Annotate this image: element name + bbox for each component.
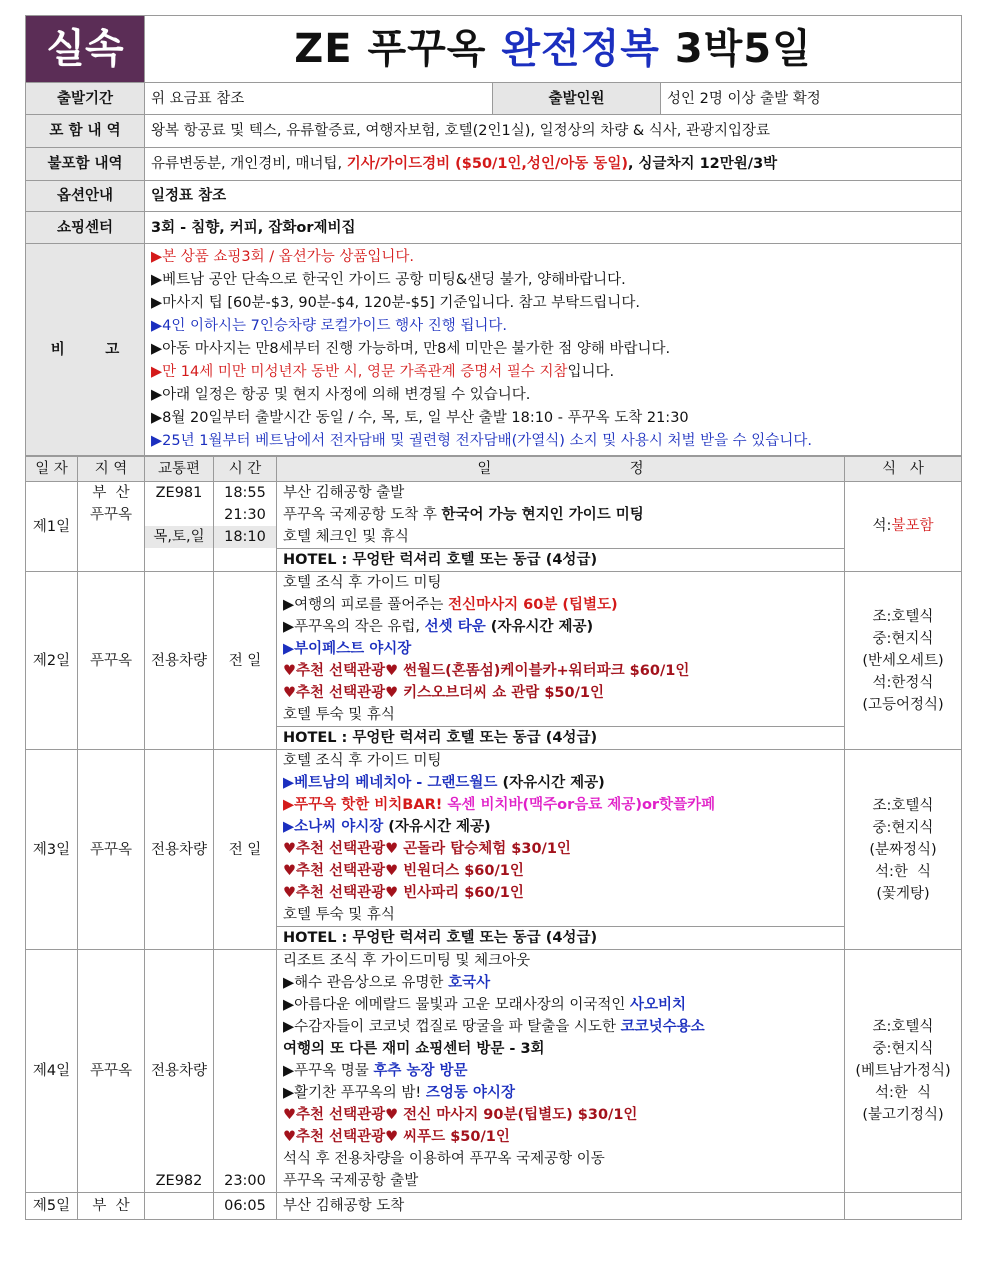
plan-cell: 부산 김해공항 도착: [277, 1193, 845, 1220]
day-row-4: [26, 950, 962, 1193]
departure-label: 출발기간: [26, 83, 145, 115]
exclude-row: [26, 148, 962, 181]
optional-tour: ♥추천 선택관광♥ 빈원더스 $60/1인: [283, 863, 524, 879]
region-cell: 부 산 푸꾸옥: [78, 482, 145, 572]
title-row: [26, 16, 962, 83]
include-row: [26, 115, 962, 148]
plan-cell: 리조트 조식 후 가이드미팅 및 체크아웃 ▶해수 관음상으로 유명한 호국사 ▶아름다운 에메랄드 물빛과 고운 모래사장의 이국적인 사오비치 ▶수감자들이 코코넛 껍질로 땅굴을 파 탈출을 시도한 코코넛수용소 여행의 또 다른 재미 쇼핑센터 방문 - 3회 ▶푸꾸옥 명물 후추 농장 방문 ▶활기찬 푸꾸옥의 밤! 즈엉동 야시장 ♥추천 선택관광♥ 전신 마사지 90분(팁별도) $30/1인 ♥추천 선택관광♥ 씨푸드 $50/1인 석식 후 전용차량을 이용하여 푸꾸옥 국제공항 이동 푸꾸옥 국제공항 출발: [277, 950, 845, 1193]
time-cell: 전 일: [214, 750, 277, 950]
notes-row: [26, 244, 962, 456]
exclude-label: 불포함 내역: [26, 148, 145, 181]
people-value: 성인 2명 이상 출발 확정: [661, 83, 962, 115]
meal-cell: 조:호텔식 중:현지식 (분짜정식) 석:한 식 (꽃게탕): [845, 750, 962, 950]
region-cell: 푸꾸옥: [78, 950, 145, 1193]
shop-row: [26, 212, 962, 244]
include-label: 포 함 내 역: [26, 115, 145, 148]
hotel-info: HOTEL : 무엉탄 럭셔리 호텔 또는 동급 (4성급): [277, 926, 844, 949]
product-badge: 실속: [26, 16, 145, 83]
note-item: ▶본 상품 쇼핑3회 / 옵션가능 상품입니다.: [151, 249, 415, 265]
day-label: 제1일: [26, 482, 78, 572]
transport-cell: ZE981 목,토,일: [145, 482, 214, 572]
day-label: 제3일: [26, 750, 78, 950]
region-cell: 부 산: [78, 1193, 145, 1220]
schedule-header-row: [26, 457, 962, 482]
note-item: ▶아동 마사지는 만8세부터 진행 가능하며, 만8세 미만은 불가한 점 양해 바랍니다.: [151, 341, 671, 357]
meal-cell: 석:불포함: [845, 482, 962, 572]
time-cell: 전 일: [214, 572, 277, 750]
day-label: 제5일: [26, 1193, 78, 1220]
transport-cell: 전용차량: [145, 572, 214, 750]
optional-tour: ♥추천 선택관광♥ 키스오브더씨 쇼 관람 $50/1인: [283, 685, 605, 701]
col-meal: 식 사: [845, 457, 962, 482]
region-cell: 푸꾸옥: [78, 750, 145, 950]
notes-block: [145, 244, 962, 456]
note-item: ▶8월 20일부터 출발시간 동일 / 수, 목, 토, 일 부산 출발 18:10 - 푸꾸옥 도착 21:30: [151, 410, 689, 426]
option-label: 옵션안내: [26, 181, 145, 212]
col-transport: 교통편: [145, 457, 214, 482]
transport-cell: [145, 1193, 214, 1220]
note-item: ▶만 14세 미만 미성년자 동반 시, 영문 가족관계 증명서 필수 지참입니다.: [151, 364, 615, 380]
note-item: ▶마사지 팁 [60분-$3, 90분-$4, 120분-$5] 기준입니다. 참고 부탁드립니다.: [151, 295, 640, 311]
shop-label: 쇼핑센터: [26, 212, 145, 244]
transport-cell: 전용차량: [145, 750, 214, 950]
day-row-3: [26, 750, 962, 950]
people-label: 출발인원: [493, 83, 661, 115]
schedule-table: [25, 456, 962, 1220]
plan-cell: 부산 김해공항 출발 푸꾸옥 국제공항 도착 후 한국어 가능 현지인 가이드 미팅 호텔 체크인 및 휴식 HOTEL : 무엉탄 럭셔리 호텔 또는 동급 (4성급): [277, 482, 845, 572]
time-cell: 18:55 21:30 18:10: [214, 482, 277, 572]
page-title: ZE 푸꾸옥 완전정복 3박5일: [145, 16, 962, 83]
day-row-5: [26, 1193, 962, 1220]
day-label: 제4일: [26, 950, 78, 1193]
transport-cell: 전용차량 ZE982: [145, 950, 214, 1193]
col-region: 지 역: [78, 457, 145, 482]
time-cell: 23:00: [214, 950, 277, 1193]
note-item: ▶베트남 공안 단속으로 한국인 가이드 공항 미팅&샌딩 불가, 양해바랍니다.: [151, 272, 626, 288]
day-row-2: [26, 572, 962, 750]
departure-value: 위 요금표 참조: [145, 83, 493, 115]
hotel-info: HOTEL : 무엉탄 럭셔리 호텔 또는 동급 (4성급): [277, 548, 844, 571]
plan-cell: 호텔 조식 후 가이드 미팅 ▶여행의 피로를 풀어주는 전신마사지 60분 (팁별도) ▶푸꾸옥의 작은 유럽, 선셋 타운 (자유시간 제공) ▶부이페스트 야시장 ♥추천 선택관광♥ 썬월드(혼똠섬)케이블카+워터파크 $60/1인 ♥추천 선택관광♥ 키스오브더씨 쇼 관람 $50/1인 호텔 투숙 및 휴식 HOTEL : 무엉탄 럭셔리 호텔 또는 동급 (4성급): [277, 572, 845, 750]
day-label: 제2일: [26, 572, 78, 750]
optional-tour: ♥추천 선택관광♥ 씨푸드 $50/1인: [283, 1129, 510, 1145]
day-row-1: [26, 482, 962, 572]
option-value: 일정표 참조: [145, 181, 962, 212]
exclude-value: 유류변동분, 개인경비, 매너팁, 기사/가이드경비 ($50/1인,성인/아동 동일), 싱글차지 12만원/3박: [145, 148, 962, 181]
info-table: [25, 15, 962, 456]
region-cell: 푸꾸옥: [78, 572, 145, 750]
notes-label: 비 고: [26, 244, 145, 456]
departure-row: [26, 83, 962, 115]
meal-cell: [845, 1193, 962, 1220]
plan-cell: 호텔 조식 후 가이드 미팅 ▶베트남의 베네치아 - 그랜드월드 (자유시간 제공) ▶푸꾸옥 핫한 비치BAR! 옥센 비치바(맥주or음료 제공)or핫플카페 ▶소나씨 야시장 (자유시간 제공) ♥추천 선택관광♥ 곤돌라 탑승체험 $30/1인 ♥추천 선택관광♥ 빈원더스 $60/1인 ♥추천 선택관광♥ 빈사파리 $60/1인 호텔 투숙 및 휴식 HOTEL : 무엉탄 럭셔리 호텔 또는 동급 (4성급): [277, 750, 845, 950]
note-item: ▶아래 일정은 항공 및 현지 사정에 의해 변경될 수 있습니다.: [151, 387, 531, 403]
col-time: 시 간: [214, 457, 277, 482]
note-item: ▶25년 1월부터 베트남에서 전자담배 및 궐련형 전자담배(가열식) 소지 및 사용시 처벌 받을 수 있습니다.: [151, 433, 812, 449]
include-value: 왕복 항공료 및 텍스, 유류할증료, 여행자보험, 호텔(2인1실), 일정상의 차량 & 식사, 관광지입장료: [145, 115, 962, 148]
col-day: 일 자: [26, 457, 78, 482]
col-plan: 일 정: [277, 457, 845, 482]
shop-value: 3회 - 침향, 커피, 잡화or제비집: [145, 212, 962, 244]
optional-tour: ♥추천 선택관광♥ 곤돌라 탑승체험 $30/1인: [283, 841, 571, 857]
itinerary-document: [25, 15, 961, 1220]
option-row: [26, 181, 962, 212]
meal-cell: 조:호텔식 중:현지식 (베트남가정식) 석:한 식 (불고기정식): [845, 950, 962, 1193]
optional-tour: ♥추천 선택관광♥ 빈사파리 $60/1인: [283, 885, 524, 901]
meal-cell: 조:호텔식 중:현지식 (반세오세트) 석:한정식 (고등어정식): [845, 572, 962, 750]
optional-tour: ♥추천 선택관광♥ 전신 마사지 90분(팁별도) $30/1인: [283, 1107, 638, 1123]
note-item: ▶4인 이하시는 7인승차량 로컬가이드 행사 진행 됩니다.: [151, 318, 508, 334]
time-cell: 06:05: [214, 1193, 277, 1220]
optional-tour: ♥추천 선택관광♥ 썬월드(혼똠섬)케이블카+워터파크 $60/1인: [283, 663, 690, 679]
hotel-info: HOTEL : 무엉탄 럭셔리 호텔 또는 동급 (4성급): [277, 726, 844, 749]
